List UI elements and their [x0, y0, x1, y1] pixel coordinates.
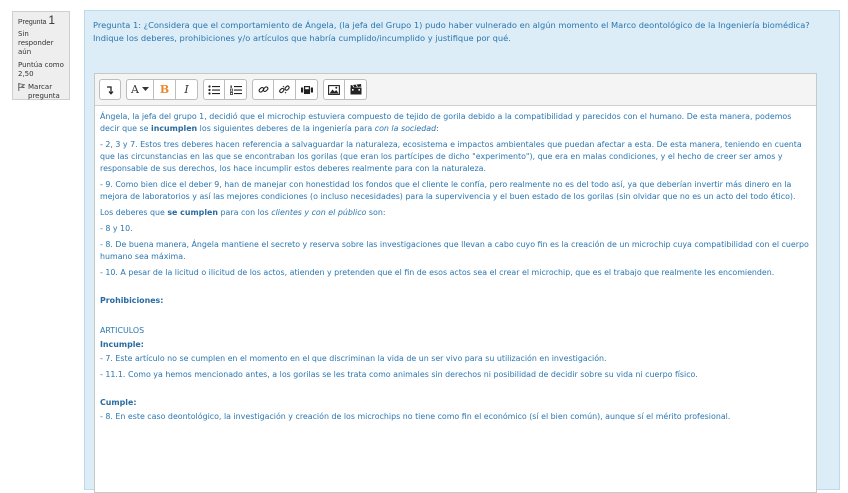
text-style-dropdown[interactable] [126, 79, 154, 100]
answer-paragraph [100, 111, 810, 135]
answer-paragraph: ARTICULOS [100, 326, 145, 335]
answer-editor[interactable] [94, 73, 817, 493]
unlink-button[interactable] [274, 79, 296, 100]
editor-content[interactable] [95, 106, 816, 423]
editor-toolbar [95, 74, 816, 106]
ordered-list-button[interactable] [225, 79, 247, 100]
video-button[interactable] [345, 79, 367, 100]
answer-text: Los deberes que [100, 208, 168, 217]
answer-bold-text: se cumplen [167, 208, 218, 217]
text-style-label: A [131, 83, 139, 96]
answer-paragraph: - 8. De buena manera, Ángela mantiene el secreto y reserva sobre las investigaciones que llevan a cabo cuyo fin es la creación de un microchip cuya compatibilidad con el cuerpo humano sea máxima. [100, 240, 809, 261]
incumple-heading: Incumple: [100, 340, 144, 349]
answer-bold-text: incumplen [151, 124, 198, 133]
answer-paragraph [100, 207, 810, 219]
answer-text: para con los [218, 208, 272, 217]
answer-text: Ángela, la jefa del grupo 1, decidió que el microchip estuviera compuesto de tejido de gorila debido a la compatibilidad y parecidos con el humano. De esta manera, podemos decir que se [100, 112, 792, 133]
italic-label: I [184, 83, 189, 96]
prohibiciones-heading: Prohibiciones: [100, 296, 164, 305]
collapse-icon [105, 85, 115, 95]
link-button[interactable] [252, 79, 274, 100]
question-formulation [84, 10, 840, 490]
answer-paragraph: - 7. Este artículo no se cumplen en el momento en el que discriminan la vida de un ser vivo para su utilización en investigación. [100, 354, 607, 363]
answer-paragraph: - 11.1. Como ya hemos mencionado antes, a los gorilas se les trata como animales sin derechos ni posibilidad de decidir sobre su vida ni cuerpo físico. [100, 370, 698, 379]
question-grade: Puntúa como 2,50 [18, 61, 64, 78]
question-number-value: 1 [48, 13, 56, 27]
collapse-toolbar-button[interactable] [99, 79, 121, 100]
answer-heading [100, 339, 810, 351]
question-label: Pregunta [18, 19, 47, 26]
answer-paragraph: - 8. En este caso deontológico, la investigación y creación de los microchips no tiene como fin el económico (sí el bien común), aunque sí el mérito profesional. [100, 412, 731, 421]
answer-paragraph: - 9. Como bien dice el deber 9, han de manejar con honestidad los fondos que el cliente le confía, pero realmente no es del todo así, ya que deberían invertir más dinero en la mejora de laboratorios y así las mejores condiciones (o incluso necesidades) para la supervivencia y el buen estado de los gorilas (sin olvidar que no es un acto del todo ético). [100, 180, 796, 201]
image-button[interactable] [323, 79, 345, 100]
bold-label: B [159, 83, 170, 96]
italic-button[interactable] [176, 79, 198, 100]
answer-italic-text: con la sociedad [374, 124, 437, 133]
answer-text: los siguientes deberes de la ingeniería para [197, 124, 375, 133]
question-state: Sin responder aún [18, 30, 54, 56]
image-icon [328, 85, 340, 95]
answer-italic-text: clientes y con el público [271, 208, 367, 217]
video-icon [350, 84, 362, 95]
answer-paragraph: - 8 y 10. [100, 224, 133, 233]
unordered-list-icon [208, 85, 220, 95]
flag-icon [18, 83, 25, 91]
answer-text: : [436, 124, 439, 133]
answer-paragraph: - 10. A pesar de la licitud o ilicitud de los actos, atienden y pretenden que el fin de esos actos sea el crear el microchip, que es el trabajo que realmente les encomienden. [100, 268, 775, 277]
answer-text: son: [366, 208, 386, 217]
bold-button[interactable] [154, 79, 176, 100]
question-text: Pregunta 1: ¿Considera que el comportamiento de Ángela, (la jefa del Grupo 1) pudo haber vulnerado en algún momento el Marco deontológico de la Ingeniería biomédica? Indique los deberes, prohibiciones y/o artículos que habría cumplido/incumplido y justifique por qué. [93, 20, 810, 43]
link-icon [258, 84, 269, 95]
chevron-down-icon [142, 87, 149, 92]
media-button[interactable] [296, 79, 318, 100]
answer-heading [100, 295, 810, 307]
unordered-list-button[interactable] [203, 79, 225, 100]
unlink-icon [279, 84, 290, 95]
flag-label: Marcar pregunta [28, 83, 60, 100]
answer-paragraph: - 2, 3 y 7. Estos tres deberes hacen referencia a salvaguardar la naturaleza, ecosistema e impactos ambientales que puedan afectar a esta. De esta manera, teniendo en cuenta que las circunstancias en las que se encontraban los gorilas (que eran los partícipes de dicho "experimento"), que era en malas condiciones, y el hecho de creer ser amos y responsable de sus derechos, los hace incumplir estos deberes realmente para con la naturaleza. [100, 140, 802, 173]
answer-heading [100, 397, 810, 409]
question-info [12, 11, 70, 100]
cumple-heading: Cumple: [100, 398, 137, 407]
flag-question-link[interactable] [18, 83, 65, 101]
media-icon [301, 85, 313, 95]
ordered-list-icon [230, 85, 242, 95]
question-number [18, 13, 65, 27]
